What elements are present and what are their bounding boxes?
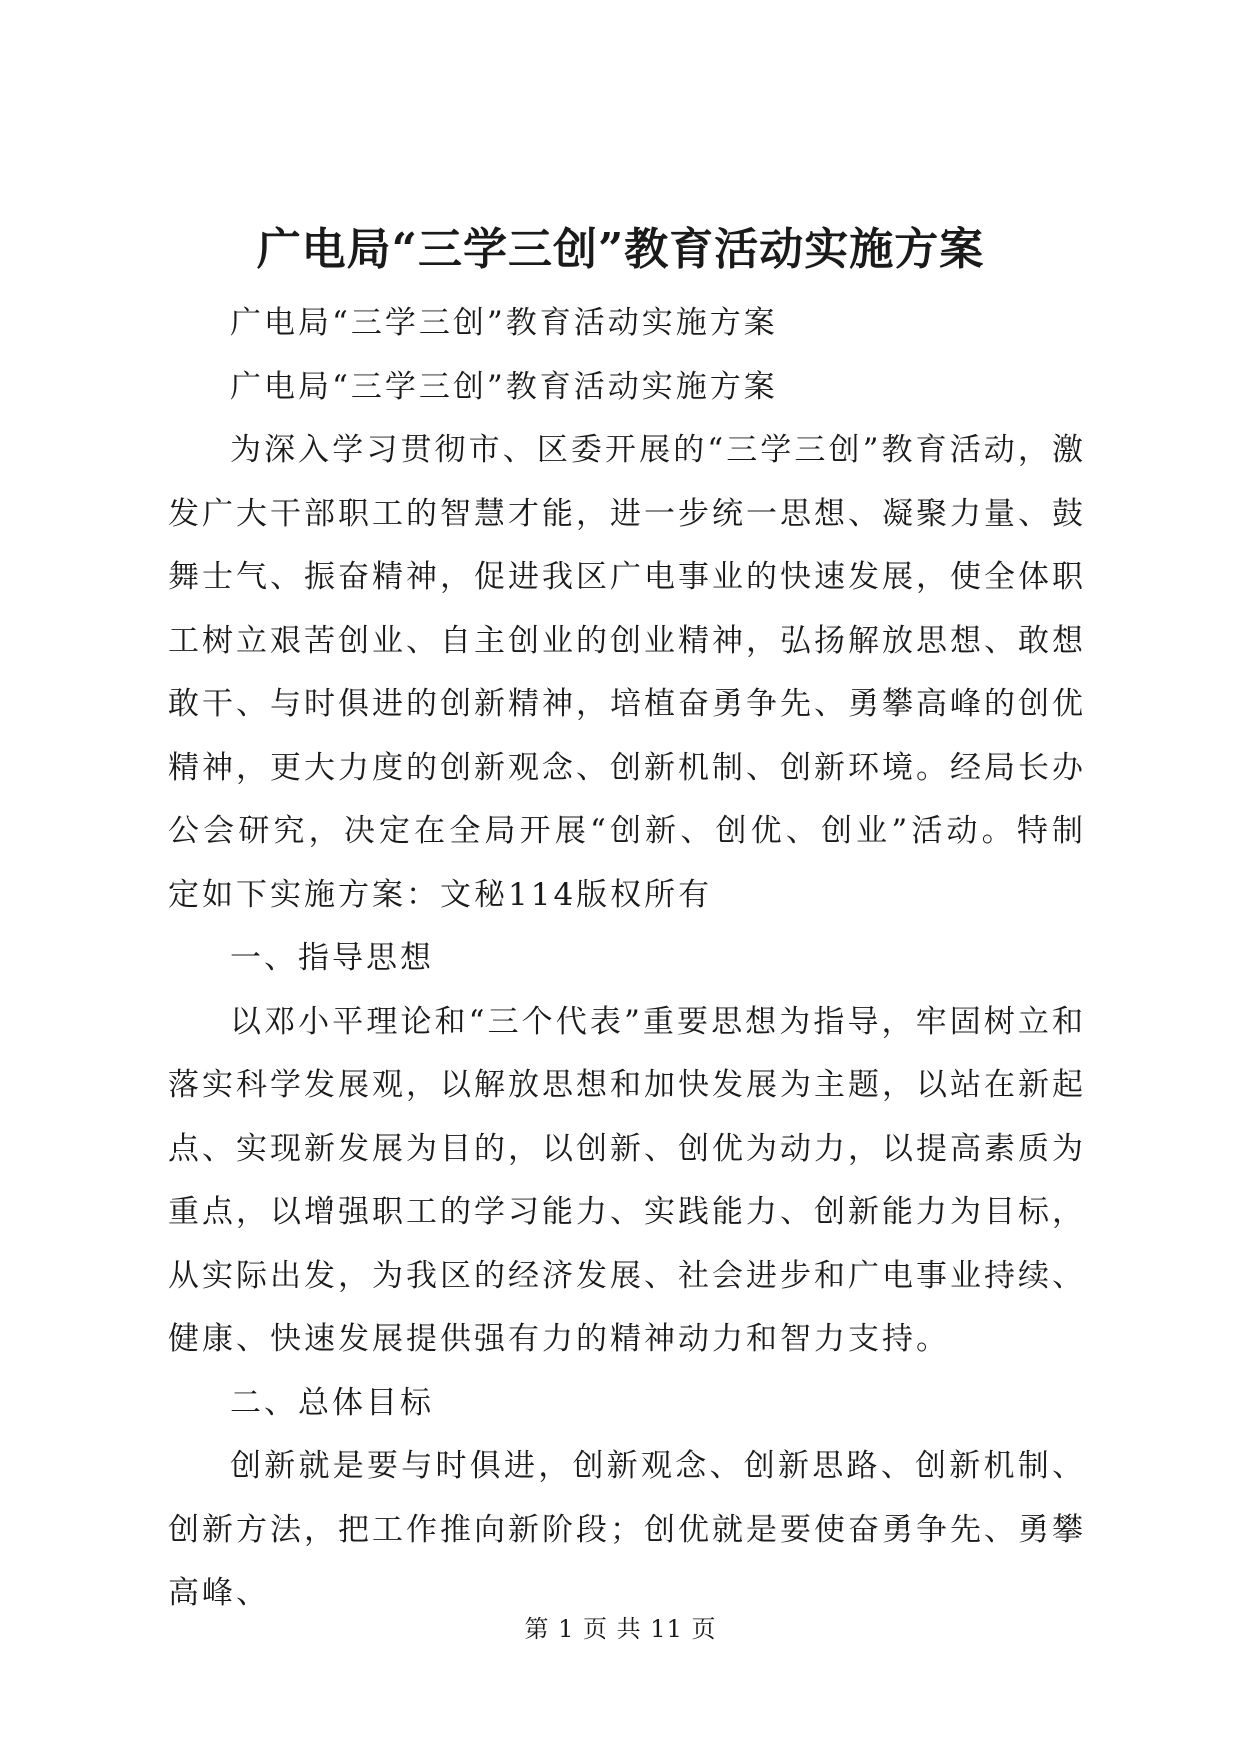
section-heading-overall-goal: 二、总体目标	[230, 1384, 434, 1421]
paragraph-overall-goal: 创新就是要与时俱进，创新观念、创新思路、创新机制、创新方法，把工作推向新阶段；创优就是要使奋勇争先、勇攀高峰、	[168, 1448, 1086, 1611]
paragraph-subtitle-1: 广电局“三学三创”教育活动实施方案	[230, 305, 778, 341]
paragraph-intro: 为深入学习贯彻市、区委开展的“三学三创”教育活动，激发广大干部职工的智慧才能，进一步统一思想、凝聚力量、鼓舞士气、振奋精神，促进我区广电事业的快速发展，使全体职工树立艰苦创业、自主创业的创业精神，弘扬解放思想、敢想敢干、与时俱进的创新精神，培植奋勇争先、勇攀高峰的创优精神，更大力度的创新观念、创新机制、创新环境。经局长办公会研究，决定在全局开展“创新、创优、创业”活动。特制定如下实施方案：文秘114版权所有	[168, 432, 1086, 913]
document-title: 广电局“三学三创”教育活动实施方案	[256, 224, 985, 275]
section-heading-guiding-ideology: 一、指导思想	[230, 940, 434, 976]
paragraph-subtitle-2: 广电局“三学三创”教育活动实施方案	[230, 368, 778, 405]
page-number-footer: 第 1 页 共 11 页	[524, 1615, 717, 1643]
paragraph-guiding-ideology: 以邓小平理论和“三个代表”重要思想为指导，牢固树立和落实科学发展观，以解放思想和加快发展为主题，以站在新起点、实现新发展为目的，以创新、创优为动力，以提高素质为重点，以增强职工的学习能力、实践能力、创新能力为目标，从实际出发，为我区的经济发展、社会进步和广电事业持续、健康、快速发展提供强有力的精神动力和智力支持。	[168, 1003, 1086, 1357]
document-body	[168, 292, 1086, 1626]
